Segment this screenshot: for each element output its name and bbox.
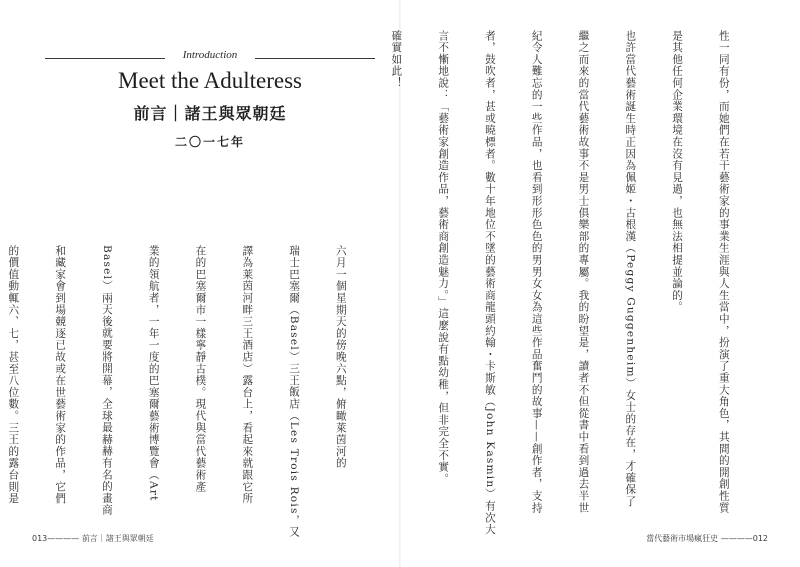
right-page-footer: 當代藝術市場瘋狂史 ————012	[646, 534, 768, 543]
text-column: 者，鼓吹者，甚或曉標者。數十年地位不墜的藝術商龍頭約翰・卡斯敏（John Kasmin）有次大	[483, 30, 496, 536]
text-column: 是其他任何企業環境在沒有見過，也無法相提並論的。	[671, 30, 684, 314]
text-column: 瑞士巴塞爾（Basel）三王飯店（Les Trois Rois，又	[288, 245, 301, 539]
right-body-text	[390, 30, 762, 536]
text-column: 言不慚地說：「藝術家創造作品，藝術商創造魅力。」這麼說有點幼稚，但非完全不實。	[437, 30, 450, 485]
text-column: Basel）兩天後就要將開幕，全球最赫赫有名的畫商	[100, 245, 113, 517]
text-column: 性一同有份，而她們在若干藝術家的事業生涯與人生當中，扮演了重大角色，其間的開創性質	[717, 30, 730, 514]
text-column: 業的領航者，一年一度的巴塞爾藝術博覽會（Art	[147, 245, 160, 502]
text-column: 的價值動輒六、七，甚至八位數。三王的露台則是	[7, 245, 20, 505]
chapter-title-chinese: 前言｜諸王與眾朝廷	[133, 104, 287, 123]
text-column: 在的巴塞爾市一樣寧靜古樸。現代與當代藝術產	[194, 245, 207, 493]
text-column: 也許當代藝術誕生時正因為佩姬・古根漢（Peggy Guggenheim）女士的存在，才確保了	[624, 30, 637, 508]
chapter-title-english: Meet the Adulteress	[118, 68, 302, 93]
left-page-footer: 013———— 前言｜諸王與眾朝廷	[32, 534, 154, 543]
text-column: 確實如此！	[390, 30, 403, 89]
text-column: 紀令人難忘的一些作品，也看到形形色色的男男女女為這些作品奮鬥的故事——創作者，支持	[530, 30, 543, 514]
text-column: 六月一個星期天的傍晚六點，俯瞰萊茵河的	[334, 245, 347, 470]
chapter-year: 二〇一七年	[174, 135, 245, 149]
text-column: 譯為莱茵河畔三王酒店）露台上，看起來就跟它所	[241, 245, 254, 505]
header-rule-left	[45, 58, 165, 59]
section-label: Introduction	[182, 49, 238, 61]
text-column: 繼之而來的當代藝術故事不是男士俱樂部的專屬。我的盼望是，讀者不但從書中看到過去半世	[577, 30, 590, 514]
text-column: 和藏家會到場競逐已故或在世藝術家的作品，它們	[54, 245, 67, 505]
